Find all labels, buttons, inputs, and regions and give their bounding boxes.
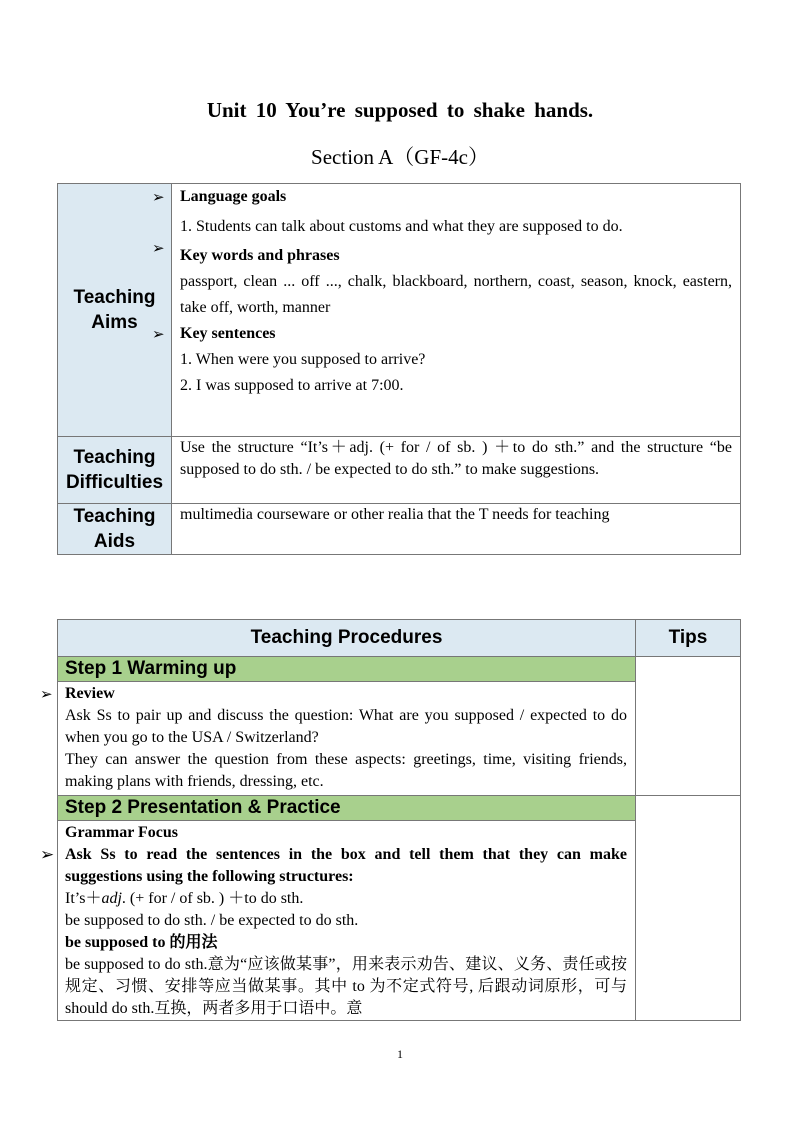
arrowhead-bullet-icon: ➢ <box>152 325 165 343</box>
structure-2: be supposed to do sth. / be expected to do sth. <box>65 912 359 929</box>
step1-text-2: They can answer the question from these aspects: greetings, time, visiting friends, making plans with friends, dressing, etc. <box>65 751 627 790</box>
teaching-difficulties-content: Use the structure “It’s＋adj. (+ for / of sb. ) ＋to do sth.” and the structure “be supposed to do sth. / be expected to do sth.” to make suggestions. <box>172 437 741 504</box>
step2-tips-cell <box>636 796 741 1021</box>
arrowhead-bullet-icon: ➢ <box>152 239 165 257</box>
step1-tips-cell <box>636 657 741 796</box>
procedures-header: Teaching Procedures <box>58 620 636 657</box>
key-sentence-2: 2. I was supposed to arrive at 7:00. <box>180 377 404 394</box>
procedures-table <box>40 619 741 1021</box>
page-subtitle: Section A（GF-4c） <box>311 145 489 169</box>
usage-heading: be supposed to 的用法 <box>65 934 218 951</box>
grammar-focus-heading: Grammar Focus <box>65 824 179 841</box>
teaching-difficulties-row <box>58 437 741 504</box>
key-sentences-heading: ➢ Key sentences <box>180 321 732 347</box>
structure-1: It’s＋adj. (+ for / of sb. ) ＋to do sth. <box>65 890 304 907</box>
step2-title: Step 2 Presentation & Practice <box>58 796 636 821</box>
teaching-aids-content: multimedia courseware or other realia that the T needs for teaching <box>172 504 741 555</box>
teaching-aims-row <box>58 184 741 437</box>
teaching-difficulties-label: Teaching Difficulties <box>58 437 172 504</box>
step2-title-row <box>58 796 741 821</box>
step1-title: Step 1 Warming up <box>58 657 636 682</box>
usage-text: be supposed to do sth.意为“应该做某事”，用来表示劝告、建议、义务、责任或按规定、习惯、安排等应当做某事。其中 to 为不定式符号, 后跟动词原形，可与 should do sth.互换，两者多用于口语中。意 <box>65 956 627 1017</box>
page-number: 1 <box>397 1047 403 1061</box>
step1-title-row <box>58 657 741 682</box>
page-title: Unit 10 You’re supposed to shake hands. <box>206 98 594 122</box>
arrowhead-bullet-icon: ➢ <box>40 845 55 865</box>
step2-instruction: ➢ Ask Ss to read the sentences in the box and tell them that they can make suggestions using the following structures: <box>40 845 627 885</box>
step1-text-1: Ask Ss to pair up and discuss the question: What are you supposed / expected to do when you go to the USA / Switzerland? <box>65 707 627 746</box>
tips-header: Tips <box>636 620 741 657</box>
teaching-aims-content <box>152 184 741 437</box>
language-goal-1: 1. Students can talk about customs and what they are supposed to do. <box>180 218 623 235</box>
key-words-list: passport, clean ... off ..., chalk, blackboard, northern, coast, season, knock, eastern, take off, worth, manner <box>180 273 732 316</box>
aims-table <box>57 183 741 555</box>
language-goals-heading: ➢ Language goals <box>180 184 732 210</box>
arrowhead-bullet-icon: ➢ <box>40 685 53 703</box>
key-sentence-1: 1. When were you supposed to arrive? <box>180 351 426 368</box>
step1-content <box>40 682 636 796</box>
step2-content <box>40 821 636 1021</box>
procedures-header-row <box>58 620 741 657</box>
key-words-heading: ➢ Key words and phrases <box>180 243 732 269</box>
arrowhead-bullet-icon: ➢ <box>152 188 165 206</box>
teaching-aids-row <box>58 504 741 555</box>
teaching-aids-label: Teaching Aids <box>58 504 172 555</box>
review-heading: ➢ Review <box>40 685 115 703</box>
teaching-aims-label: Teaching Aims <box>58 184 172 437</box>
